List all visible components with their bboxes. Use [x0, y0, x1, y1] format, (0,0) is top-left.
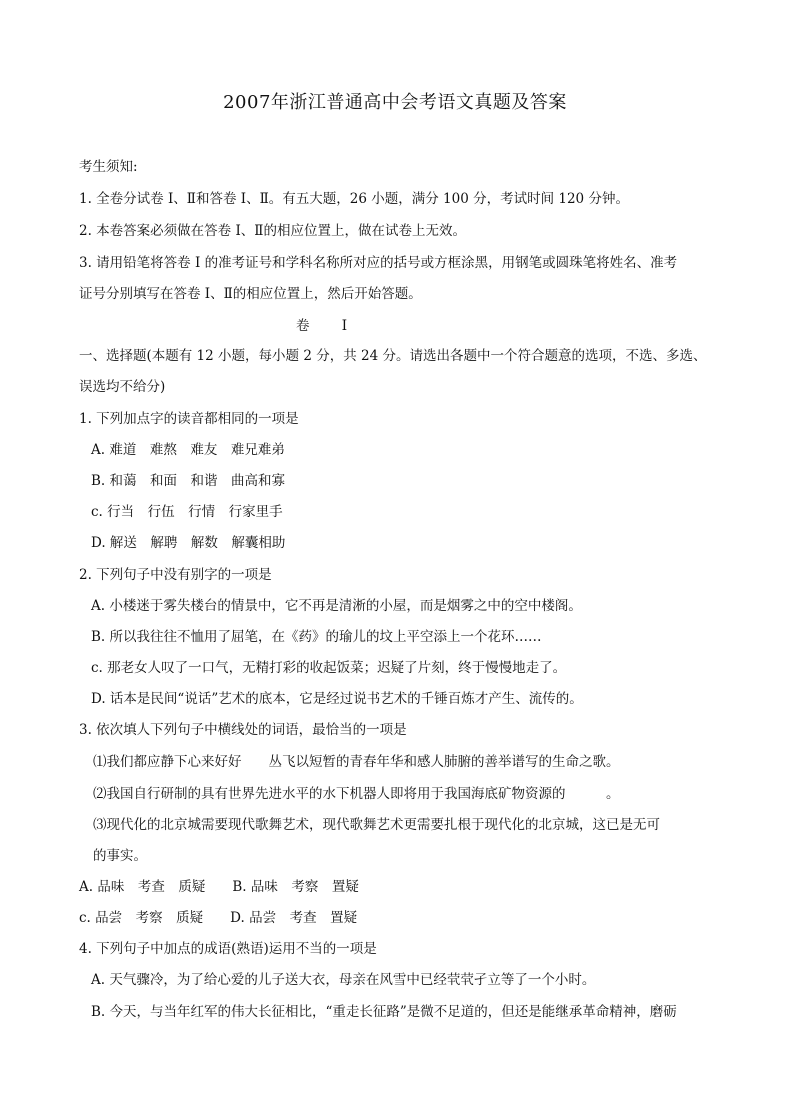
- question-4: 4. 下列句子中加点的成语(熟语)运用不当的一项是: [79, 941, 377, 957]
- q3-sentence-2: ⑵我国自行研制的具有世界先进水平的水下机器人即将用于我国海底矿物资源的 。: [93, 786, 620, 802]
- q2-option-d: D. 话本是民间“说话”艺术的底本，它是经过说书艺术的千锤百炼才产生、流传的。: [91, 691, 583, 707]
- q4-option-a: A. 天气骤冷，为了给心爱的儿子送大衣，母亲在风雪中已经茕茕孑立等了一个小时。: [91, 972, 596, 988]
- question-2: 2. 下列句子中没有别字的一项是: [79, 567, 272, 583]
- q3-sentence-1: ⑴我们都应静下心来好好 丛飞以短暂的青春年华和感人肺腑的善举谱写的生命之歌。: [93, 754, 620, 770]
- notice-item-1: 1. 全卷分试卷 I、Ⅱ和答卷 I、Ⅱ。有五大题，26 小题，满分 100 分，考试时间 120 分钟。: [79, 191, 629, 207]
- q3-options-cd: c. 品尝 考察 质疑 D. 品尝 考查 置疑: [79, 910, 358, 926]
- q3-options-ab: A. 品味 考查 质疑 B. 品味 考察 置疑: [79, 879, 359, 895]
- notice-item-3: 3. 请用铅笔将答卷 I 的准考证号和学科名称所对应的括号或方框涂黑，用钢笔或圆珠笔将姓名、准考: [79, 255, 678, 271]
- notice-item-2: 2. 本卷答案必须做在答卷 I、Ⅱ的相应位置上，做在试卷上无效。: [79, 223, 466, 239]
- question-3: 3. 依次填人下列句子中横线处的词语，最恰当的一项是: [79, 722, 407, 738]
- section-heading: 一、选择题(本题有 12 小题，每小题 2 分，共 24 分。请选出各题中一个符合题意的选项，不选、多选、: [79, 348, 707, 364]
- q2-option-b: B. 所以我往往不恤用了屈笔，在《药》的瑜儿的坟上平空添上一个花环……: [91, 629, 542, 645]
- q2-option-c: c. 那老女人叹了一口气，无精打彩的收起饭菜；迟疑了片刻，终于慢慢地走了。: [91, 660, 567, 676]
- q1-option-b: B. 和蔼 和面 和谐 曲高和寡: [91, 473, 286, 489]
- q3-sentence-3-cont: 的事实。: [93, 848, 147, 864]
- q3-sentence-3: ⑶现代化的北京城需要现代歌舞艺术，现代歌舞艺术更需要扎根于现代化的北京城，这已是无可: [93, 817, 660, 833]
- q1-option-a: A. 难道 难熬 难友 难兄难弟: [91, 442, 285, 458]
- question-1: 1. 下列加点字的读音都相同的一项是: [79, 411, 299, 427]
- q1-option-d: D. 解送 解聘 解数 解囊相助: [91, 535, 286, 551]
- q1-option-c: c. 行当 行伍 行情 行家里手: [91, 504, 283, 520]
- volume-label: 卷 I: [296, 318, 362, 334]
- page-title: 2007年浙江普通高中会考语文真题及答案: [223, 92, 567, 113]
- q4-option-b: B. 今天，与当年红军的伟大长征相比，“重走长征路”是微不足道的，但还是能继承革命精神，磨砺: [91, 1004, 677, 1020]
- notice-item-3-cont: 证号分别填写在答卷 I、Ⅱ的相应位置上，然后开始答题。: [79, 286, 422, 302]
- notice-heading: 考生须知:: [79, 159, 138, 175]
- q2-option-a: A. 小楼迷于雾失楼台的情景中，它不再是清淅的小屋，而是烟雾之中的空中楼阁。: [91, 598, 582, 614]
- section-heading-cont: 误选均不给分): [79, 379, 166, 395]
